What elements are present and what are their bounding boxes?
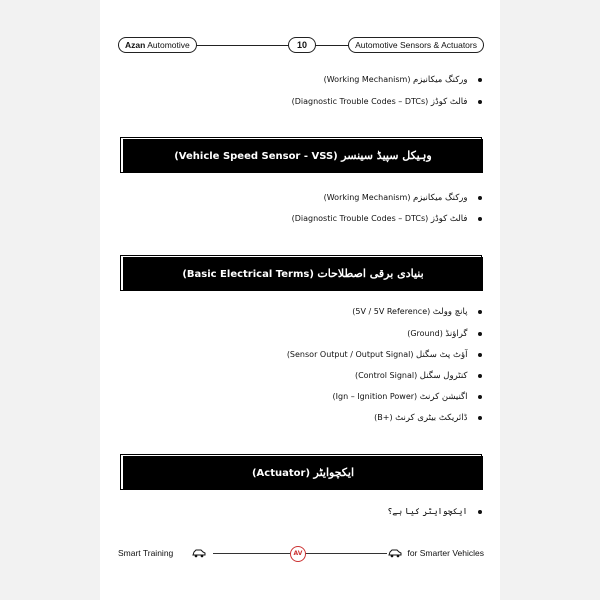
- title-urdu: وہیکل سپیڈ سینسر: [341, 149, 432, 162]
- section-title-actuator: [124, 457, 482, 489]
- item-english: (Working Mechanism): [323, 75, 411, 84]
- item-english: (Sensor Output / Output Signal): [286, 350, 414, 359]
- item-english: (Control Signal): [354, 371, 418, 380]
- list-item: [355, 369, 482, 383]
- brand-label: [118, 37, 197, 53]
- item-english: (Working Mechanism): [323, 193, 411, 202]
- title-english: (Basic Electrical Terms): [182, 269, 314, 280]
- item-urdu: گراؤنڈ: [445, 329, 468, 339]
- item-english: (5V / 5V Reference): [352, 307, 431, 316]
- item-urdu: فالٹ کوڈز: [430, 97, 468, 107]
- logo-icon: AV: [290, 546, 306, 562]
- bullet-icon: [478, 395, 482, 399]
- section-title-electrical: [124, 258, 482, 290]
- item-urdu: ایکچوایٹر کیا ہے؟: [387, 507, 468, 517]
- bullet-icon: [478, 100, 482, 104]
- item-english: (Ground): [407, 329, 443, 338]
- brand-bold: Azan: [125, 40, 146, 50]
- title-english: (Vehicle Speed Sensor - VSS): [174, 151, 338, 162]
- bullet-icon: [478, 78, 482, 82]
- list-item: [292, 95, 482, 109]
- item-urdu: پانچ وولٹ: [432, 307, 468, 317]
- item-english: (B+): [374, 413, 393, 422]
- list-item: [387, 505, 482, 519]
- item-english: (Ign – Ignition Power): [332, 392, 418, 401]
- bullet-icon: [478, 196, 482, 200]
- item-english: (Diagnostic Trouble Codes – DTCs): [291, 97, 429, 106]
- list-item: [292, 212, 482, 226]
- list-item: [374, 411, 482, 425]
- bullet-icon: [478, 217, 482, 221]
- title-urdu: ایکچوایٹر: [313, 466, 354, 479]
- bullet-icon: [478, 416, 482, 420]
- footer-left-text: Smart Training: [118, 548, 174, 558]
- car-icon: [388, 548, 402, 558]
- page-footer: [118, 546, 484, 560]
- list-item: [324, 191, 482, 205]
- item-urdu: فالٹ کوڈز: [430, 214, 468, 224]
- item-urdu: آؤٹ پٹ سگنل: [416, 350, 468, 360]
- bullet-icon: [478, 353, 482, 357]
- title-urdu: بنیادی برقی اصطلاحات: [317, 267, 424, 280]
- item-urdu: ورکنگ میکانیزم: [413, 75, 468, 85]
- list-item: [287, 348, 482, 362]
- brand-rest: Automotive: [145, 40, 190, 50]
- book-title: Automotive Sensors & Actuators: [348, 37, 484, 53]
- car-icon: [192, 548, 206, 558]
- item-urdu: ورکنگ میکانیزم: [413, 193, 468, 203]
- bullet-icon: [478, 374, 482, 378]
- list-item: [352, 305, 482, 319]
- item-urdu: اگنیشن کرنٹ: [419, 392, 468, 402]
- list-item: [407, 327, 482, 341]
- list-item: [324, 73, 482, 87]
- item-urdu: ڈائریکٹ بیٹری کرنٹ: [395, 413, 468, 423]
- bullet-icon: [478, 310, 482, 314]
- item-urdu: کنٹرول سگنل: [419, 371, 468, 381]
- bullet-icon: [478, 510, 482, 514]
- list-item: [333, 390, 482, 404]
- page-number: 10: [288, 37, 316, 53]
- section-title-vss: [124, 140, 482, 172]
- page: [100, 0, 500, 600]
- page-header: [118, 37, 484, 53]
- title-english: (Actuator): [251, 468, 311, 479]
- footer-right-text: for Smarter Vehicles: [407, 548, 484, 558]
- bullet-icon: [478, 332, 482, 336]
- item-english: (Diagnostic Trouble Codes – DTCs): [291, 214, 429, 223]
